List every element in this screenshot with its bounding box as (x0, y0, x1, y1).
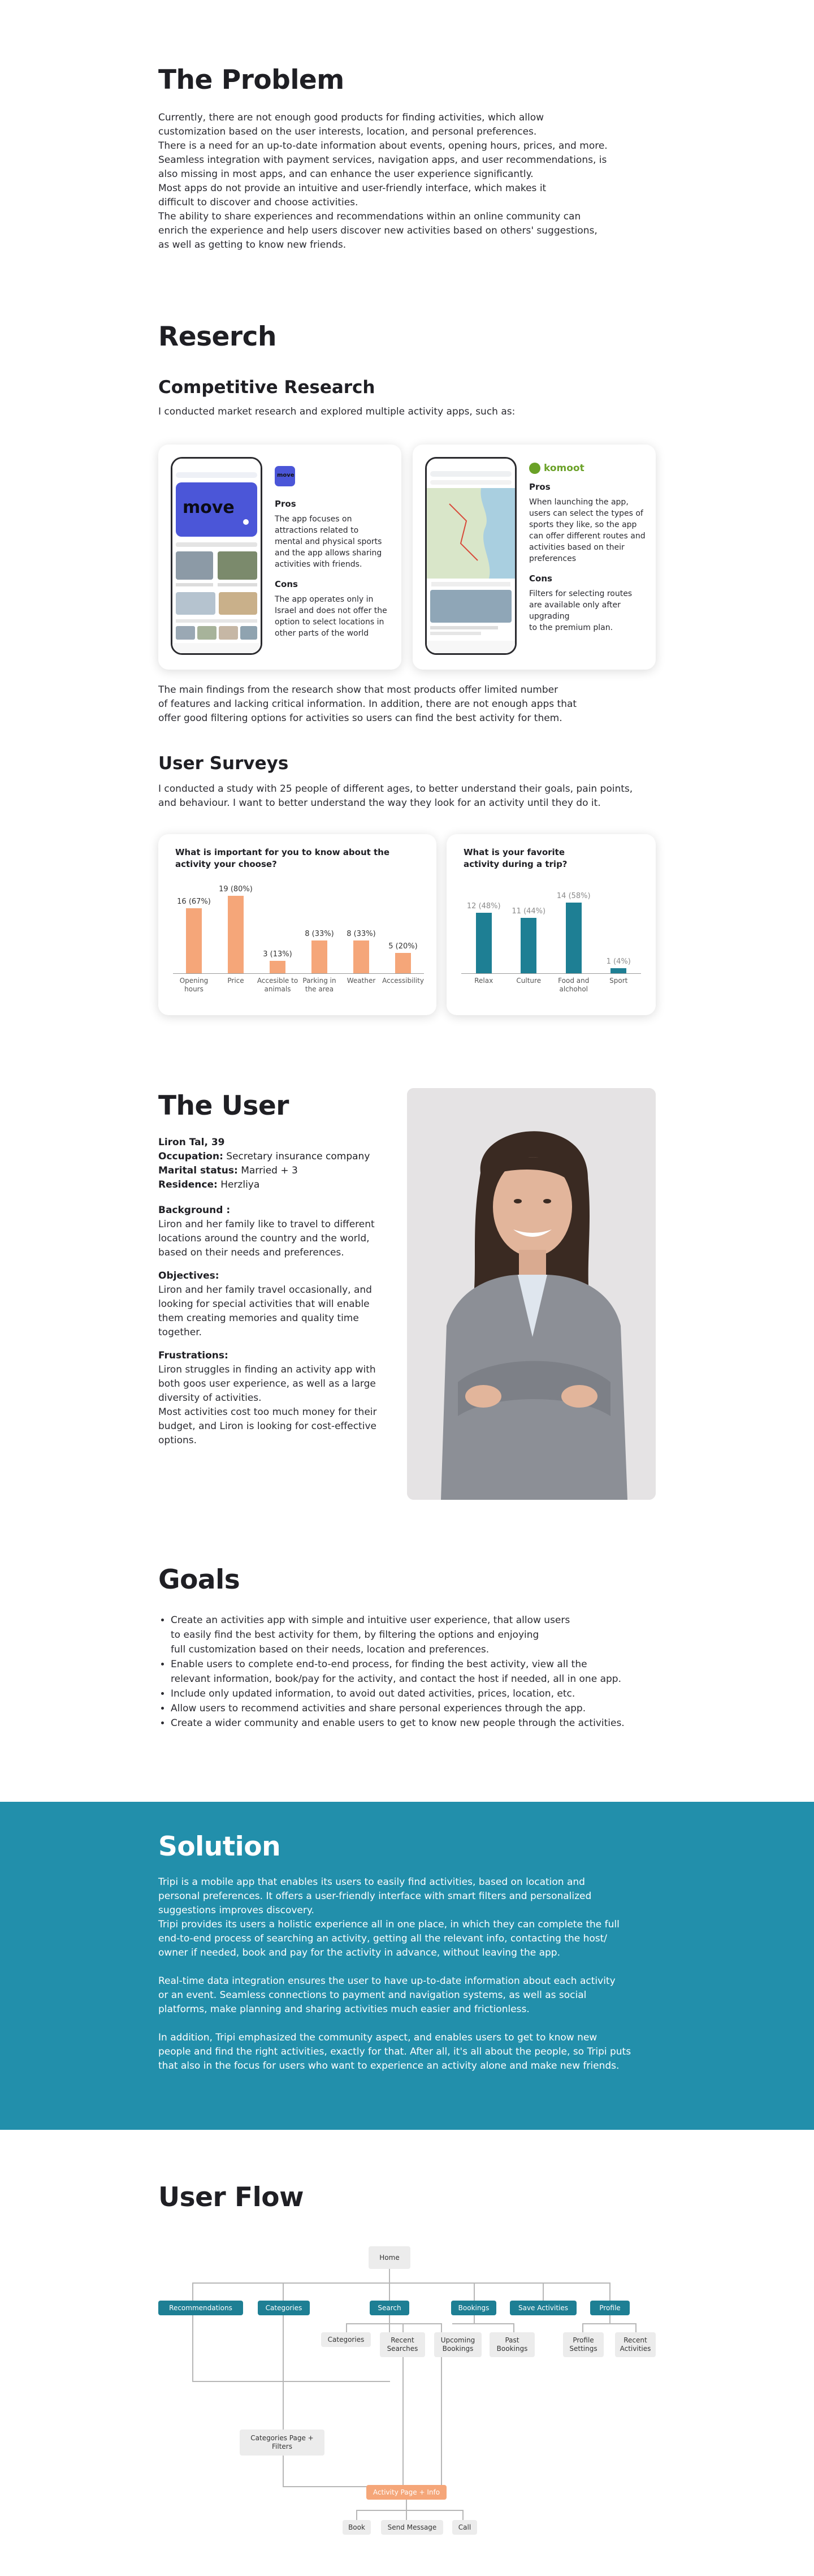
objectives-title: Objectives: (158, 1270, 219, 1281)
svg-text:move: move (183, 498, 235, 517)
goal-line: • Include only updated information, to avoid out dated activities, prices, location, etc. (171, 1688, 575, 1699)
chart1-title: What is important for you to know about the activity your choose? (175, 847, 390, 869)
findings-line: offer good filtering options for activities so users can find the best activity for them. (158, 713, 562, 724)
problem-text (158, 111, 656, 252)
komoot-cons-text (529, 588, 648, 633)
chart-bar (395, 953, 411, 973)
goal-item (171, 1657, 656, 1686)
goal-line: relevant information, book/pay for the activity, and contact the host if needed, all in one app. (171, 1673, 621, 1685)
flow-upcoming-bookings: Upcoming Bookings (434, 2332, 482, 2357)
flow-past-bookings: Past Bookings (490, 2332, 535, 2357)
findings-line: The main findings from the research show that most products offer limited number (158, 684, 558, 696)
goal-item (171, 1613, 656, 1657)
background-line: locations around the country and the world, (158, 1232, 370, 1244)
user-surveys-intro (158, 782, 656, 810)
flow-categories: Categories (258, 2301, 310, 2315)
frustrations-text (158, 1363, 396, 1448)
komoot-cons-title: Cons (529, 573, 552, 584)
residence-value: Herzliya (220, 1179, 260, 1190)
chart-bar (521, 918, 536, 973)
pros-line: activities based on their (529, 543, 625, 552)
move-pros-cons (275, 499, 393, 639)
flow-search: Search (370, 2301, 409, 2315)
chart-category-label: Sport (609, 977, 628, 985)
flow-recent-activities: Recent Activities (615, 2332, 656, 2357)
solution-line: that also in the focus for users who want to experience an activity alone and make new friends. (158, 2060, 620, 2072)
app-card-komoot (413, 445, 656, 670)
flow-bookings: Bookings (451, 2301, 496, 2315)
goal-line: • Create a wider community and enable users to get to know new people through the activities. (171, 1717, 625, 1729)
chart2-plot (447, 834, 656, 1015)
chart-category-label: Accessibility (382, 977, 424, 985)
problem-section (158, 66, 656, 252)
solution-section (0, 1802, 814, 2130)
research-findings (158, 683, 656, 726)
move-pros-text (275, 514, 393, 570)
frustrations-line: Most activities cost too much money for their (158, 1406, 377, 1418)
flow-activity-page: Activity Page + Info (366, 2485, 447, 2500)
flow-book: Book (343, 2520, 371, 2535)
frustrations-line: diversity of activities. (158, 1392, 262, 1404)
survey-chart-favorite (447, 834, 656, 1015)
goal-item (171, 1686, 656, 1701)
user-flow-section (158, 2183, 656, 2212)
goal-line: to easily find the best activity for them, by filtering the options and enjoying (171, 1629, 539, 1641)
problem-line: difficult to discover and choose activities. (158, 196, 358, 208)
flow-profile-settings: Profile Settings (563, 2332, 604, 2357)
chart-data-label: 3 (13%) (263, 950, 292, 959)
goals-title: Goals (158, 1564, 240, 1595)
persona-illustration (407, 1088, 656, 1500)
move-cons-text (275, 594, 393, 639)
user-title: The User (158, 1090, 289, 1121)
research-section (158, 322, 656, 419)
chart-data-label: 14 (58%) (556, 891, 591, 900)
chart-bar (311, 940, 327, 973)
flow-send-message: Send Message (381, 2520, 443, 2535)
problem-line: customization based on the user interests, location, and personal preferences. (158, 126, 537, 137)
user-section (158, 1091, 396, 1448)
problem-line: Most apps do not provide an intuitive and user-friendly interface, which makes it (158, 182, 547, 194)
pros-line: sports they like, so the app (529, 520, 637, 529)
problem-line: The ability to share experiences and recommendations within an online community can (158, 210, 581, 222)
objectives-line: them creating memories and quality time (158, 1312, 359, 1324)
solution-line: owner if needed, book and pay for the activity in advance, without leaving the app. (158, 1947, 560, 1958)
pros-line: activities with friends. (275, 560, 362, 569)
chart-data-label: 16 (67%) (177, 897, 211, 906)
solution-paragraph-1 (158, 1875, 656, 1960)
frustrations-line: Liron struggles in finding an activity app with (158, 1363, 376, 1375)
komoot-pros-cons (529, 482, 648, 633)
goals-section (158, 1565, 656, 1731)
move-logo-icon: move (275, 466, 295, 486)
goal-line: full customization based on their needs, location and preferences. (171, 1643, 490, 1655)
frustrations-title: Frustrations: (158, 1349, 228, 1361)
flow-profile: Profile (590, 2301, 630, 2315)
komoot-screen-graphic (427, 459, 515, 653)
competitive-intro: I conducted market research and explored multiple activity apps, such as: (158, 405, 516, 417)
competitive-research-title: Competitive Research (158, 377, 375, 398)
user-surveys-section (158, 754, 656, 810)
pros-line: When launching the app, (529, 498, 629, 507)
move-cons-title: Cons (275, 579, 298, 589)
goal-line: • Allow users to recommend activities and share personal experiences through the app. (171, 1702, 586, 1714)
pros-line: and the app allows sharing (275, 549, 382, 558)
user-flow-diagram (0, 2228, 814, 2545)
cons-line: are available only after (529, 601, 621, 610)
problem-line: Currently, there are not enough good products for finding activities, which allow (158, 111, 544, 123)
solution-line: Real-time data integration ensures the user to have up-to-date information about each activity (158, 1975, 616, 1987)
pros-line: can offer different routes and (529, 532, 646, 541)
flow-categories-page: Categories Page + Filters (240, 2430, 324, 2456)
goal-line: • Create an activities app with simple and intuitive user experience, that allow users (171, 1614, 570, 1626)
chart-bar (270, 961, 285, 973)
chart-bar (353, 940, 369, 973)
objectives-line: together. (158, 1326, 202, 1338)
user-flow-title: User Flow (158, 2182, 304, 2213)
chart-bar (476, 913, 492, 973)
komoot-pros-text (529, 497, 648, 564)
flow-recent-searches: Recent Searches (380, 2332, 425, 2357)
solution-paragraph-3 (158, 2031, 656, 2073)
problem-title: The Problem (158, 64, 344, 96)
problem-line: There is a need for an up-to-date information about events, opening hours, prices, and more. (158, 140, 608, 152)
chart-data-label: 8 (33%) (305, 930, 334, 939)
chart-bar (228, 896, 244, 973)
occupation-label: Occupation: (158, 1150, 223, 1162)
survey-chart-important (158, 834, 436, 1015)
solution-line: suggestions improves discovery. (158, 1904, 314, 1916)
cons-line: Filters for selecting routes (529, 589, 633, 598)
chart-data-label: 1 (4%) (606, 957, 631, 966)
solution-line: personal preferences. It offers a user-friendly interface with smart filters and personalized (158, 1890, 592, 1902)
chart-category-label: Opening hours (179, 977, 209, 993)
komoot-logo-icon (529, 463, 540, 474)
cons-line: option to select locations in (275, 618, 384, 627)
background-line: based on their needs and preferences. (158, 1246, 344, 1258)
chart-data-label: 19 (80%) (219, 885, 253, 894)
chart-baseline (461, 973, 641, 974)
chart-data-label: 11 (44%) (512, 907, 546, 916)
solution-line: platforms, make planning and sharing activities much easier and frictionless. (158, 2003, 530, 2015)
user-name: Liron Tal, 39 (158, 1136, 225, 1148)
surveys-line: and behaviour. I want to better understand the way they look for an activity until they do it. (158, 797, 601, 809)
flow-recommendations: Recommendations (158, 2301, 243, 2315)
residence-label: Residence: (158, 1179, 218, 1190)
solution-line: people and find the right activities, exactly for that. After all, it's all about the people, so Tripi puts (158, 2046, 631, 2057)
solution-paragraph-2 (158, 1974, 656, 2017)
chart-data-label: 5 (20%) (388, 942, 418, 951)
pros-line: users can select the types of (529, 509, 643, 518)
pros-line: attractions related to (275, 526, 359, 535)
marital-value: Married + 3 (241, 1164, 298, 1176)
solution-title: Solution (158, 1831, 281, 1862)
pros-line: The app focuses on (275, 515, 352, 524)
background-line: Liron and her family like to travel to different (158, 1218, 375, 1230)
frustrations-line: options. (158, 1434, 197, 1446)
cons-line: to the premium plan. (529, 623, 613, 632)
cons-line: The app operates only in (275, 595, 374, 604)
cons-line: Israel and does not offer the (275, 606, 387, 615)
chart-category-label: Weather (347, 977, 376, 985)
goal-line: • Enable users to complete end-to-end process, for finding the best activity, view all the (171, 1658, 587, 1670)
solution-line: Tripi provides its users a holistic experience all in one place, in which they can complete the full (158, 1918, 620, 1930)
solution-line: In addition, Tripi emphasized the community aspect, and enables users to get to know new (158, 2031, 597, 2043)
pros-line: mental and physical sports (275, 537, 382, 546)
objectives-line: Liron and her family travel occasionally, and (158, 1284, 372, 1296)
move-pros-title: Pros (275, 499, 296, 509)
problem-line: as well as getting to know new friends. (158, 239, 347, 251)
flow-call: Call (452, 2520, 477, 2535)
persona-photo (407, 1088, 656, 1500)
marital-label: Marital status: (158, 1164, 238, 1176)
background-title: Background : (158, 1204, 231, 1216)
chart-category-label: Food and alchohol (558, 977, 590, 993)
solution-line: end-to-end process of searching an activity, getting all the relevant info, contacting the host/ (158, 1932, 608, 1944)
objectives-text (158, 1283, 396, 1340)
chart-category-label: Price (227, 977, 244, 985)
komoot-pros-title: Pros (529, 482, 551, 492)
komoot-phone-screenshot (425, 457, 517, 655)
background-text (158, 1218, 396, 1260)
solution-line: or an event. Seamless connections to payment and navigation systems, as well as social (158, 1989, 587, 2001)
frustrations-line: both goos user experience, as well as a large (158, 1378, 376, 1390)
goal-item (171, 1716, 656, 1731)
chart-data-label: 8 (33%) (347, 930, 376, 939)
chart-category-label: Accesible to animals (257, 977, 298, 993)
move-phone-screenshot (171, 457, 262, 655)
user-profile (158, 1136, 396, 1192)
flow-home: Home (369, 2246, 410, 2269)
surveys-line: I conducted a study with 25 people of different ages, to better understand their goals, pain points, (158, 783, 633, 795)
app-card-move (158, 445, 401, 670)
chart-bar (566, 903, 582, 973)
komoot-logo: komoot (529, 461, 584, 475)
occupation-value: Secretary insurance company (226, 1150, 370, 1162)
solution-line: Tripi is a mobile app that enables its users to easily find activities, based on location and (158, 1876, 585, 1888)
goals-list (171, 1613, 656, 1731)
pros-line: preferences (529, 554, 577, 563)
frustrations-line: budget, and Liron is looking for cost-effective (158, 1420, 376, 1432)
chart2-title: What is your favorite activity during a trip? (464, 847, 568, 869)
goal-item (171, 1701, 656, 1716)
chart-data-label: 12 (48%) (466, 901, 501, 911)
cons-line: upgrading (529, 612, 570, 621)
chart-bar (186, 908, 202, 973)
move-screen-graphic (172, 459, 261, 653)
objectives-line: looking for special activities that will enable (158, 1298, 370, 1310)
flow-save-activities: Save Activities (510, 2301, 577, 2315)
chart-category-label: Relax (474, 977, 493, 985)
problem-line: also missing in most apps, and can enhance the user experience significantly. (158, 168, 534, 180)
research-title: Reserch (158, 321, 276, 352)
problem-line: enrich the experience and help users discover new activities based on others' suggestions, (158, 225, 597, 236)
chart-baseline (173, 973, 424, 974)
chart-category-label: Parking in the area (302, 977, 336, 993)
flow-sub-categories: Categories (321, 2332, 371, 2347)
chart1-plot (158, 834, 436, 1015)
findings-line: of features and lacking critical information. In addition, there are not enough apps that (158, 698, 577, 710)
chart-category-label: Culture (516, 977, 542, 985)
cons-line: other parts of the world (275, 629, 369, 638)
problem-line: Seamless integration with payment services, navigation apps, and user recommendations, is (158, 154, 607, 166)
user-surveys-title: User Surveys (158, 753, 289, 774)
chart-bar (610, 968, 626, 973)
